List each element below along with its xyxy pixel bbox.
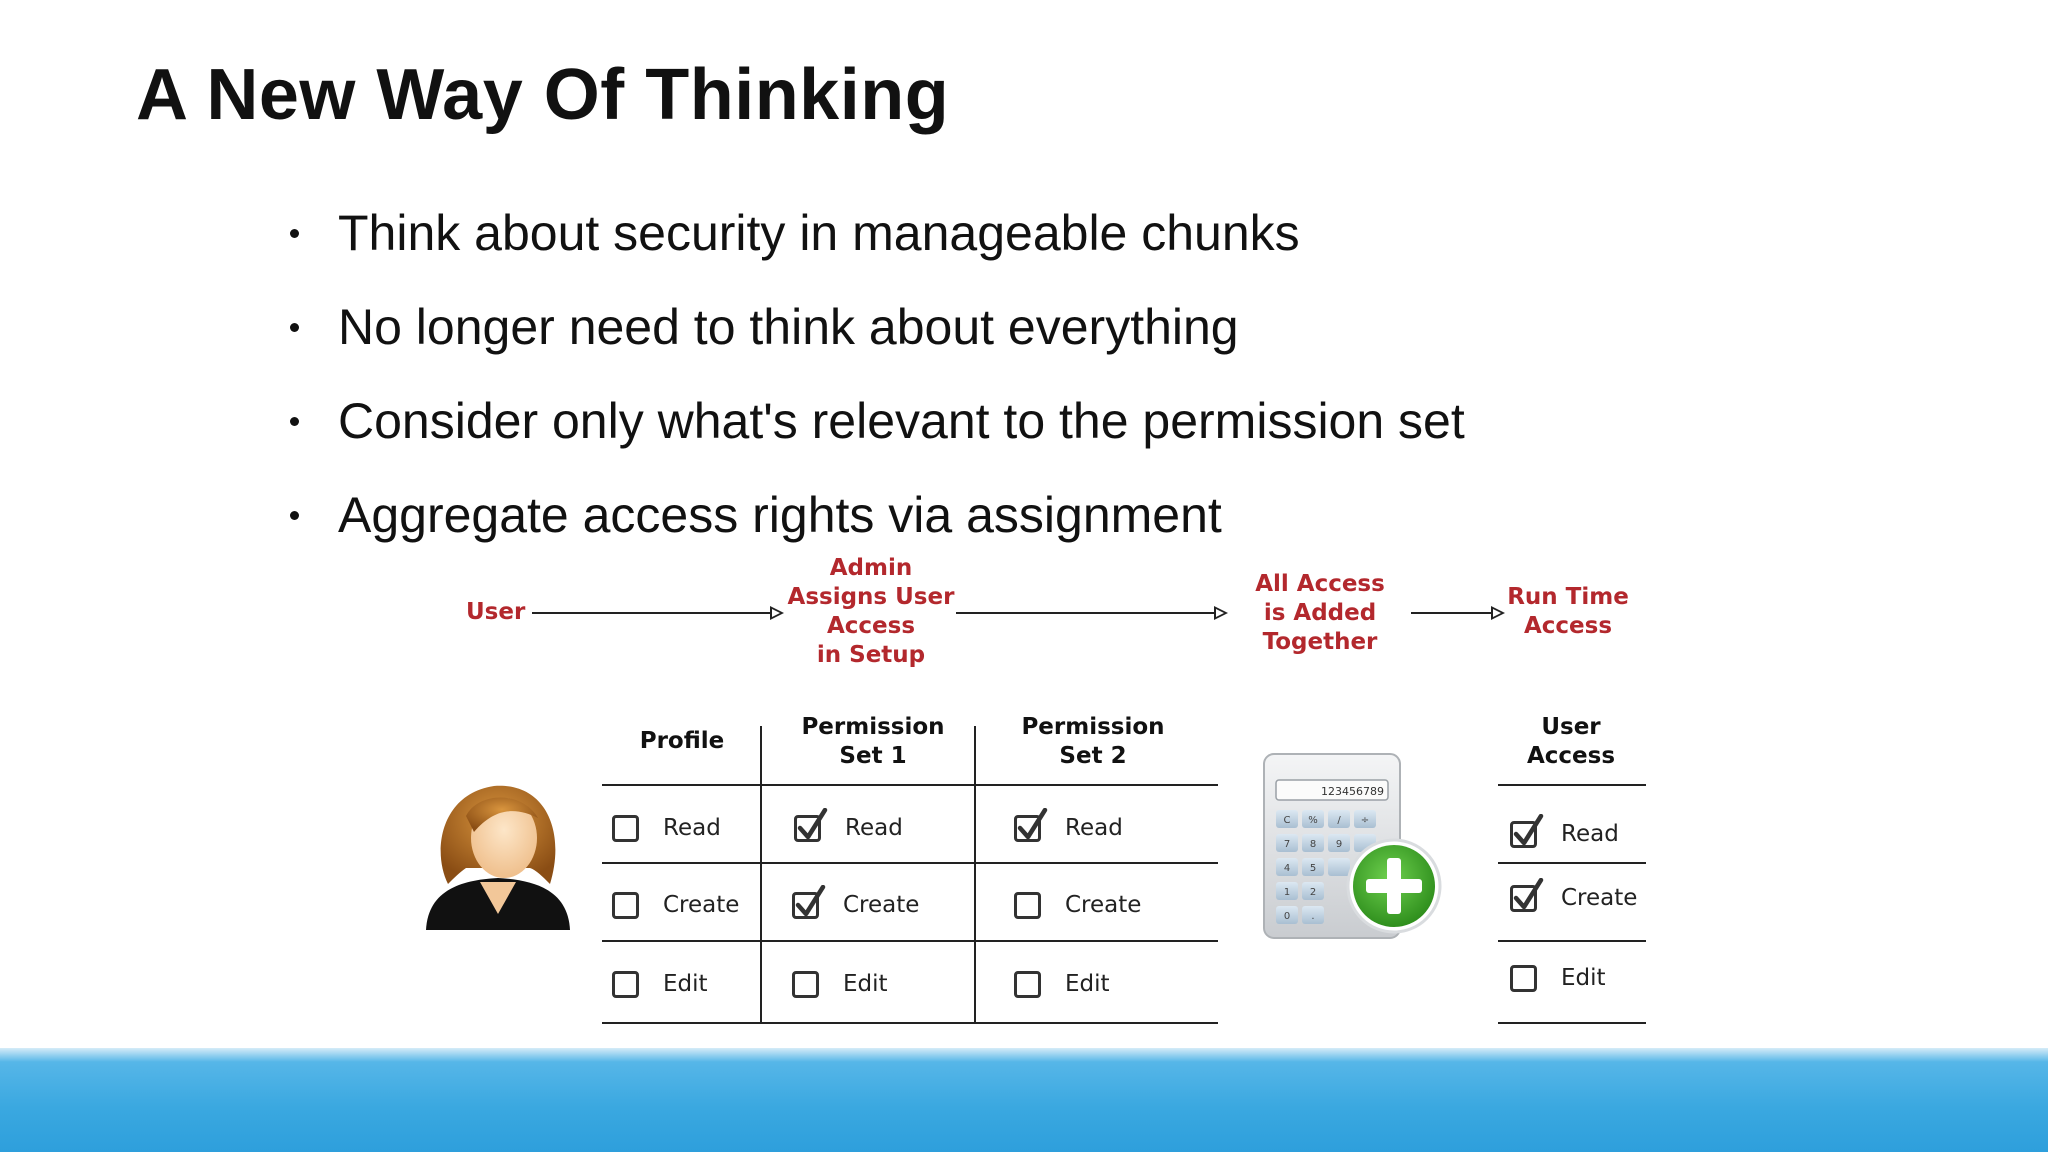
- checkbox-label: Read: [1561, 821, 1619, 847]
- flow-arrowhead-2: [1214, 606, 1228, 620]
- svg-text:/: /: [1337, 815, 1341, 826]
- checkbox[interactable]: [612, 892, 639, 919]
- permset2-row: [1014, 885, 1141, 925]
- bullet-dot: [290, 511, 299, 520]
- checkbox-label: Edit: [1065, 971, 1110, 997]
- useraccess-row: [1510, 814, 1619, 854]
- permset1-row: [794, 808, 903, 848]
- permset2-row: [1014, 964, 1110, 1004]
- profile-row: [612, 808, 721, 848]
- flow-user-label: User: [466, 599, 526, 625]
- calculator-plus-icon: [1262, 752, 1446, 940]
- flow-arrowhead-1: [770, 606, 784, 620]
- checkbox[interactable]: [1014, 971, 1041, 998]
- permset2-header: Permission Set 2: [1021, 714, 1165, 769]
- checkbox-label: Create: [1065, 892, 1142, 918]
- checkmark-icon: [793, 885, 827, 923]
- flow-added-label: All Access is Added Together: [1255, 571, 1385, 655]
- svg-text:2: 2: [1309, 887, 1317, 898]
- useraccess-row: [1510, 878, 1637, 918]
- svg-text:7: 7: [1283, 839, 1291, 850]
- checkbox-label: Create: [663, 892, 740, 918]
- bullet-dot: [290, 323, 299, 332]
- svg-text:1: 1: [1283, 887, 1291, 898]
- checkbox-checked[interactable]: [1014, 815, 1041, 842]
- footer-band: [0, 1048, 2048, 1152]
- bullet-dot: [290, 229, 299, 238]
- checkbox[interactable]: [792, 971, 819, 998]
- checkbox-label: Edit: [663, 971, 708, 997]
- flow-arrow-3: [1411, 612, 1501, 614]
- useraccess-rule: [1498, 940, 1646, 942]
- user-avatar-icon: [418, 772, 578, 938]
- bullet-list: [290, 198, 1465, 574]
- calculator-display: 123456789: [1321, 785, 1384, 798]
- table-rule: [602, 862, 1218, 864]
- checkbox-label: Create: [1561, 885, 1638, 911]
- checkbox[interactable]: [1510, 965, 1537, 992]
- checkmark-icon: [1511, 814, 1545, 852]
- checkbox-checked[interactable]: [1510, 885, 1537, 912]
- checkmark-icon: [1015, 808, 1049, 846]
- table-divider: [760, 726, 762, 1022]
- flow-arrowhead-3: [1491, 606, 1505, 620]
- table-rule: [602, 1022, 1218, 1024]
- svg-text:C: C: [1283, 815, 1291, 826]
- svg-text:4: 4: [1283, 863, 1291, 874]
- table-rule: [602, 784, 1218, 786]
- bullet-item: [290, 292, 1465, 386]
- checkbox[interactable]: [612, 815, 639, 842]
- table-rule: [602, 940, 1218, 942]
- permset1-row: [792, 964, 888, 1004]
- checkbox-label: Edit: [843, 971, 888, 997]
- checkbox-checked[interactable]: [794, 815, 821, 842]
- profile-row: [612, 885, 739, 925]
- checkbox-checked[interactable]: [1510, 821, 1537, 848]
- profile-header: Profile: [639, 728, 725, 754]
- permset2-row: [1014, 808, 1123, 848]
- svg-text:5: 5: [1309, 863, 1317, 874]
- useraccess-rule: [1498, 862, 1646, 864]
- bullet-text: No longer need to think about everything: [338, 299, 1239, 355]
- permset1-header: Permission Set 1: [801, 714, 945, 769]
- profile-row: [612, 964, 708, 1004]
- flow-admin-label: Admin Assigns User Access in Setup: [787, 555, 955, 668]
- svg-text:%: %: [1308, 815, 1318, 826]
- checkbox-label: Edit: [1561, 965, 1606, 991]
- bullet-dot: [290, 417, 299, 426]
- flow-runtime-label: Run Time Access: [1507, 584, 1629, 639]
- slide-title: A New Way Of Thinking: [136, 55, 950, 135]
- bullet-text: Aggregate access rights via assignment: [338, 487, 1222, 543]
- useraccess-header: User Access: [1526, 714, 1616, 769]
- useraccess-rule: [1498, 784, 1646, 786]
- svg-text:8: 8: [1309, 839, 1317, 850]
- svg-text:0: 0: [1283, 911, 1291, 922]
- flow-arrow-2: [956, 612, 1224, 614]
- bullet-item: [290, 386, 1465, 480]
- checkmark-icon: [1511, 878, 1545, 916]
- svg-text:÷: ÷: [1360, 815, 1370, 826]
- checkbox-checked[interactable]: [792, 892, 819, 919]
- bullet-text: Consider only what's relevant to the permission set: [338, 393, 1465, 449]
- permset1-row: [792, 885, 919, 925]
- checkbox[interactable]: [612, 971, 639, 998]
- checkbox-label: Read: [1065, 815, 1123, 841]
- checkbox-label: Create: [843, 892, 920, 918]
- checkbox-label: Read: [845, 815, 903, 841]
- useraccess-row: [1510, 958, 1606, 998]
- table-divider: [974, 726, 976, 1022]
- checkmark-icon: [795, 808, 829, 846]
- checkbox[interactable]: [1014, 892, 1041, 919]
- useraccess-rule: [1498, 1022, 1646, 1024]
- svg-text:9: 9: [1335, 839, 1343, 850]
- bullet-item: [290, 198, 1465, 292]
- flow-arrow-1: [532, 612, 780, 614]
- bullet-text: Think about security in manageable chunks: [338, 205, 1300, 261]
- svg-text:.: .: [1311, 911, 1315, 922]
- checkbox-label: Read: [663, 815, 721, 841]
